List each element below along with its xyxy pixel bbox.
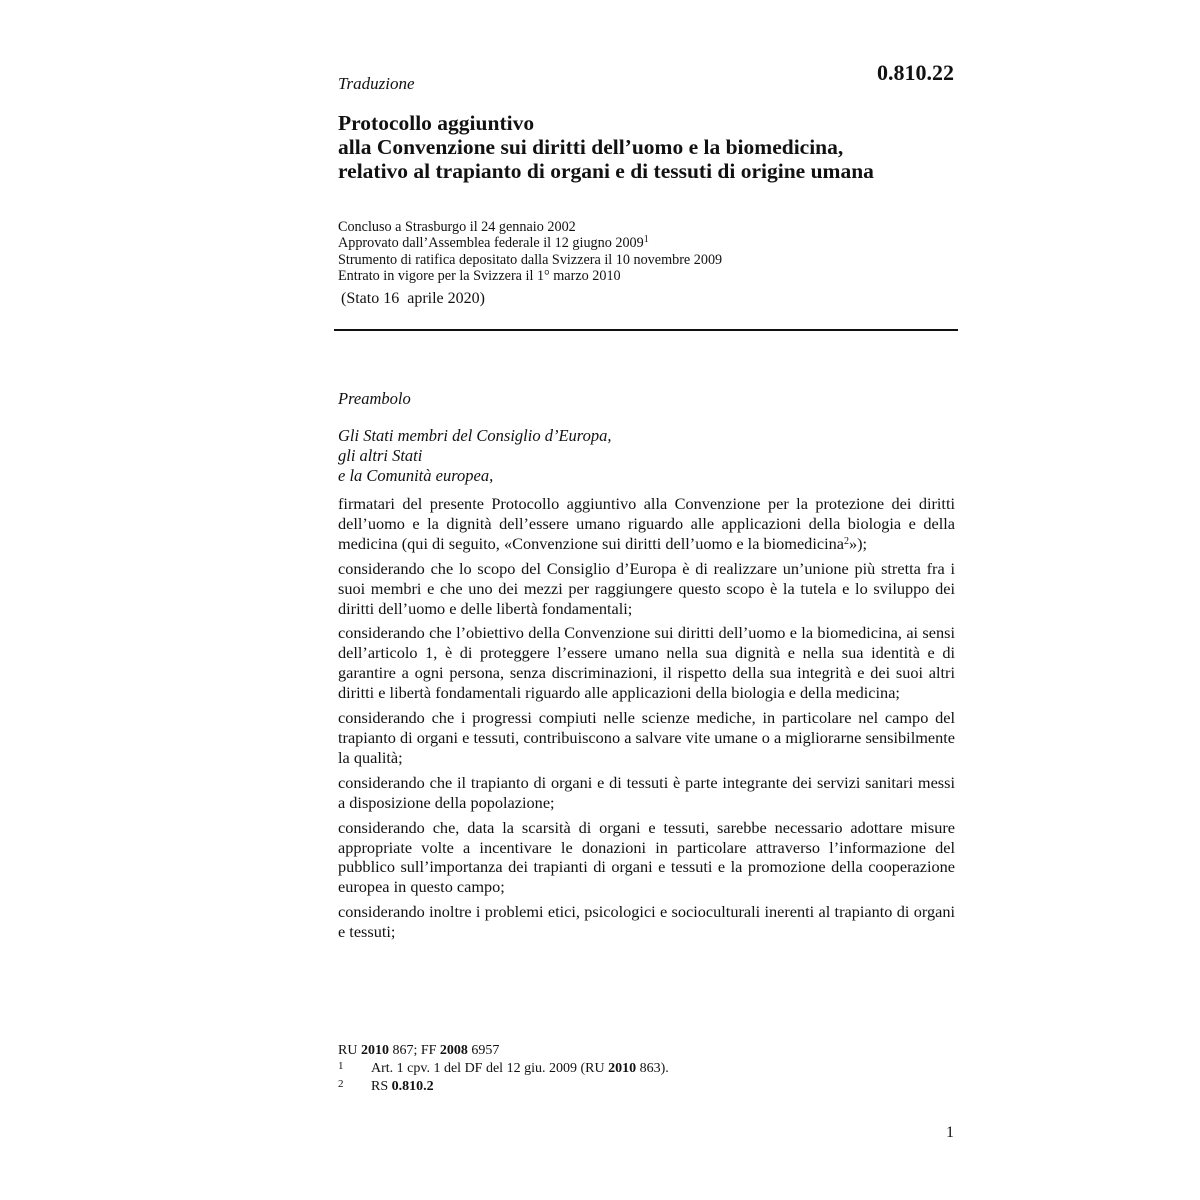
preamble-paragraph: considerando che, data la scarsità di organi e tessuti, sarebbe necessario adottare misure appropriate volte a incentivare le donazioni in particolare attraverso l’informazione del pubblico sull’importanza dei trapianti di organi e tessuti e la promozione della cooperazione europea in questo campo;	[338, 817, 955, 897]
party-line: gli altri Stati	[338, 446, 423, 465]
approved-date: Approvato dall’Assemblea federale il 12 giugno 2009	[338, 235, 644, 252]
preamble-paragraph: considerando che il trapianto di organi e di tessuti è parte integrante dei servizi sanitari messi a disposizione della popolazione;	[338, 772, 955, 812]
source-reference	[338, 1043, 669, 1059]
preamble-paragraph: considerando inoltre i problemi etici, psicologici e socioculturali inerenti al trapianto di organi e tessuti;	[338, 902, 955, 942]
preamble-paragraph	[338, 494, 955, 554]
preamble-heading: Preambolo	[338, 389, 411, 408]
footnote-number: 1	[338, 1059, 344, 1072]
footnote-number: 2	[338, 1077, 344, 1090]
preamble-body	[338, 494, 955, 947]
translation-label: Traduzione	[338, 74, 415, 93]
treaty-metadata	[338, 219, 722, 284]
footnote-text: RS	[371, 1078, 392, 1094]
footnote-bold: 0.810.2	[391, 1078, 434, 1094]
preamble-paragraph: considerando che l’obiettivo della Convenzione sui diritti dell’uomo e la biomedicina, ai sensi dell’articolo 1, è di proteggere l’essere umano nella sua dignità e nella sua identità e di garantire a ogni persona, senza discriminazioni, il rispetto della sua integrità e dei suoi altri diritti e libertà fondamentali riguardo alle applicazioni della biologia e della medicina;	[338, 623, 955, 703]
document-title	[338, 111, 978, 183]
preamble-paragraph: considerando che i progressi compiuti nelle scienze mediche, in particolare nel campo del trapianto di organi e tessuti, contribuiscono a salvare vite umane o a migliorarne sensibilmente la qualità;	[338, 708, 955, 767]
ff-page: 6957	[467, 1043, 500, 1058]
entry-into-force: Entrato in vigore per la Svizzera il 1° marzo 2010	[338, 267, 621, 284]
ru-page: 867; FF	[388, 1043, 440, 1058]
footnote-ref-2: 2	[843, 535, 849, 547]
party-line: Gli Stati membri del Consiglio d’Europa,	[338, 426, 612, 445]
footnote-text-end: 863).	[636, 1060, 669, 1076]
footnote-1	[338, 1059, 669, 1077]
footnote-text: Art. 1 cpv. 1 del DF del 12 giu. 2009 (RU	[371, 1060, 609, 1076]
ratification-date: Strumento di ratifica depositato dalla Svizzera il 10 novembre 2009	[338, 251, 723, 268]
footnotes	[338, 1043, 669, 1094]
title-line-2: alla Convenzione sui diritti dell’uomo e la biomedicina,	[338, 135, 844, 159]
sr-number: 0.810.22	[877, 60, 954, 85]
header-divider	[334, 329, 958, 331]
paragraph-text: firmatari del presente Protocollo aggiuntivo alla Convenzione per la protezione dei diritti dell’uomo e la dignità dell’essere umano riguardo alle applicazioni della biologia e della medicina (qui di seguito, «Convenzione sui diritti dell’uomo e la biomedicina	[338, 494, 955, 553]
paragraph-text-end: »);	[848, 533, 868, 553]
status-date: (Stato 16 aprile 2020)	[341, 290, 485, 307]
page-number: 1	[946, 1124, 954, 1141]
party-line: e la Comunità europea,	[338, 466, 494, 485]
preamble-paragraph: considerando che lo scopo del Consiglio d’Europa è di realizzare un’unione più stretta fra i suoi membri e che uno dei mezzi per raggiungere questo scopo è la tutela e lo sviluppo dei diritti dell’uomo e delle libertà fondamentali;	[338, 558, 955, 618]
approval-line	[338, 235, 722, 251]
ru-prefix: RU	[338, 1043, 361, 1058]
parties-list	[338, 426, 611, 486]
footnote-bold: 2010	[608, 1060, 637, 1076]
title-line-3: relativo al trapianto di organi e di tessuti di origine umana	[338, 159, 874, 183]
ru-year: 2010	[360, 1043, 389, 1058]
concluded-date: Concluso a Strasburgo il 24 gennaio 2002	[338, 219, 576, 235]
ff-year: 2008	[439, 1043, 468, 1058]
footnote-ref-1: 1	[643, 234, 649, 246]
title-line-1: Protocollo aggiuntivo	[338, 111, 535, 135]
footnote-2	[338, 1077, 669, 1095]
